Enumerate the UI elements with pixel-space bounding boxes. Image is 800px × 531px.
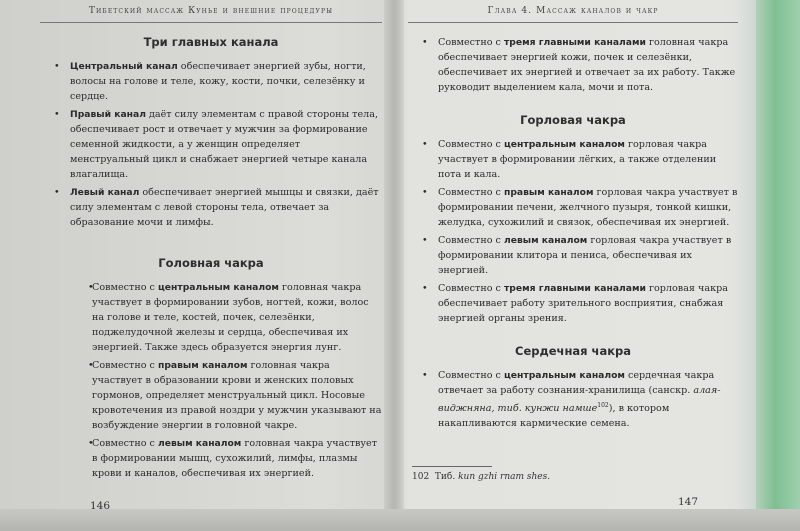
bullet-icon: • [422, 37, 428, 48]
footnote-text: kun gzhi rnam shes. [458, 472, 551, 482]
item-text: горловая чакра участвует в формировании печени, желчного пузыря, тонкой кишки, желудка, сухожилий и связок, обеспечивая их энергией. [438, 187, 738, 228]
list-item [40, 107, 382, 182]
item-bold: центральным каналом [503, 370, 625, 381]
item-bold: Правый канал [70, 109, 146, 120]
bullet-icon: • [422, 187, 428, 198]
item-bold: правым каналом [157, 360, 248, 371]
footnote [412, 472, 550, 482]
item-pre: Совместно с [92, 438, 158, 449]
item-bold: центральным каналом [503, 139, 625, 150]
item-pre: Совместно с [92, 282, 158, 293]
footnote-rule [412, 466, 492, 467]
item-bold: Центральный канал [70, 61, 178, 72]
item-italic-term: алая-виджняна, тиб. кунжи намше [438, 385, 721, 415]
item-text: ), в котором накапливаются кармические семена. [438, 403, 670, 430]
item-bold: правым каналом [503, 187, 594, 198]
left-page [40, 6, 382, 484]
list-item [408, 35, 738, 95]
bullet-icon: • [88, 282, 94, 293]
section-title-head-chakra: Головная чакра [158, 256, 264, 270]
bullet-icon: • [422, 370, 428, 381]
item-bold: Левый канал [70, 187, 140, 198]
bullet-icon: • [422, 235, 428, 246]
item-text: горловая чакра участвует в формировании клитора и пениса, обеспечивая их энергией. [438, 235, 732, 276]
item-pre: Совместно с [438, 370, 504, 381]
three-channels-list [40, 59, 382, 230]
list-item [40, 185, 382, 230]
item-text: головная чакра участвует в образовании крови и женских половых гормонов, определяет менструальный цикл. Носовые кровотечения из правой ноздри у мужчин указывают на возбуждение энергии в головной чакре. [92, 360, 382, 431]
throat-chakra-list [408, 137, 738, 326]
item-bold: тремя главными каналами [503, 283, 646, 294]
section-title-three-channels: Три главных канала [143, 35, 279, 49]
item-pre: Совместно с [438, 283, 504, 294]
list-item [408, 137, 738, 182]
book-cover-edge [738, 0, 800, 531]
item-pre: Совместно с [92, 360, 158, 371]
item-bold: центральным каналом [157, 282, 279, 293]
list-item [408, 233, 738, 278]
heart-chakra-list [408, 368, 738, 431]
bullet-icon: • [88, 438, 94, 449]
bullet-icon: • [88, 360, 94, 371]
section-title-heart-chakra: Сердечная чакра [515, 344, 631, 358]
page-edge-bottom [0, 509, 800, 531]
list-item [40, 358, 382, 433]
item-text: сердечная чакра отвечает за работу сознания-хранилища (санскр. [438, 370, 715, 396]
book-gutter [384, 0, 404, 531]
footnote-marker: 102 [597, 402, 609, 409]
list-item [408, 368, 738, 431]
bullet-icon: • [54, 109, 60, 120]
footnote-number: 102 [412, 472, 430, 482]
page-number-right: 147 [678, 496, 699, 508]
item-text: горловая чакра участвует в формировании лёгких, а также отделении пота и кала. [438, 139, 717, 180]
item-text: головная чакра участвует в формировании зубов, ногтей, кожи, волос на голове и теле, костей, почек, селезёнки, поджелудочной железы и сердца, обеспечивая их энергией. Также здесь образуется энергия лунг. [92, 282, 369, 353]
item-text: горловая чакра обеспечивает работу зрительного восприятия, снабжая энергией органы зрения. [438, 283, 728, 324]
item-bold: тремя главными каналами [503, 37, 646, 48]
right-page [408, 6, 738, 434]
item-bold: левым каналом [503, 235, 588, 246]
bullet-icon: • [422, 283, 428, 294]
page-number-left: 146 [90, 500, 111, 512]
list-item [40, 59, 382, 104]
item-pre: Совместно с [438, 187, 504, 198]
bullet-icon: • [54, 61, 60, 72]
item-text: даёт силу элементам с правой стороны тела, обеспечивает рост и отвечает у мужчин за формирование семенной жидкости, а у женщин определяет менструальный цикл и снабжает энергией четыре канала влагалища. [70, 109, 379, 180]
item-pre: Совместно с [438, 139, 504, 150]
section-title-throat-chakra: Горловая чакра [520, 113, 626, 127]
bullet-icon: • [54, 187, 60, 198]
right-running-head: Глава 4. Массаж каналов и чакр [408, 6, 738, 23]
item-pre: Совместно с [438, 235, 504, 246]
bullet-icon: • [422, 139, 428, 150]
footnote-prefix: Тиб. [434, 472, 459, 482]
list-item [408, 185, 738, 230]
list-item [40, 436, 382, 481]
head-chakra-list [40, 280, 382, 481]
item-bold: левым каналом [157, 438, 242, 449]
item-text: обеспечивает энергией мышцы и связки, даёт силу элементам с левой стороны тела, отвечает за образование мочи и лимфы. [70, 187, 379, 228]
item-text: головная чакра обеспечивает энергией кожи, почек и селезёнки, обеспечивает их энергией и отвечает за их работу. Также руководит выделением кала, мочи и пота. [438, 37, 736, 93]
item-text: обеспечивает энергией зубы, ногти, волосы на голове и теле, кожу, кости, почки, селезёнку и сердце. [70, 61, 366, 102]
item-pre: Совместно с [438, 37, 504, 48]
left-running-head: Тибетский массаж Кунье и внешние процедуры [40, 6, 382, 23]
list-item [40, 280, 382, 355]
intro-list [408, 35, 738, 95]
list-item [408, 281, 738, 326]
item-text: головная чакра участвует в формировании мышц, сухожилий, лимфы, плазмы крови и каналов, обеспечивая их энергией. [92, 438, 378, 479]
